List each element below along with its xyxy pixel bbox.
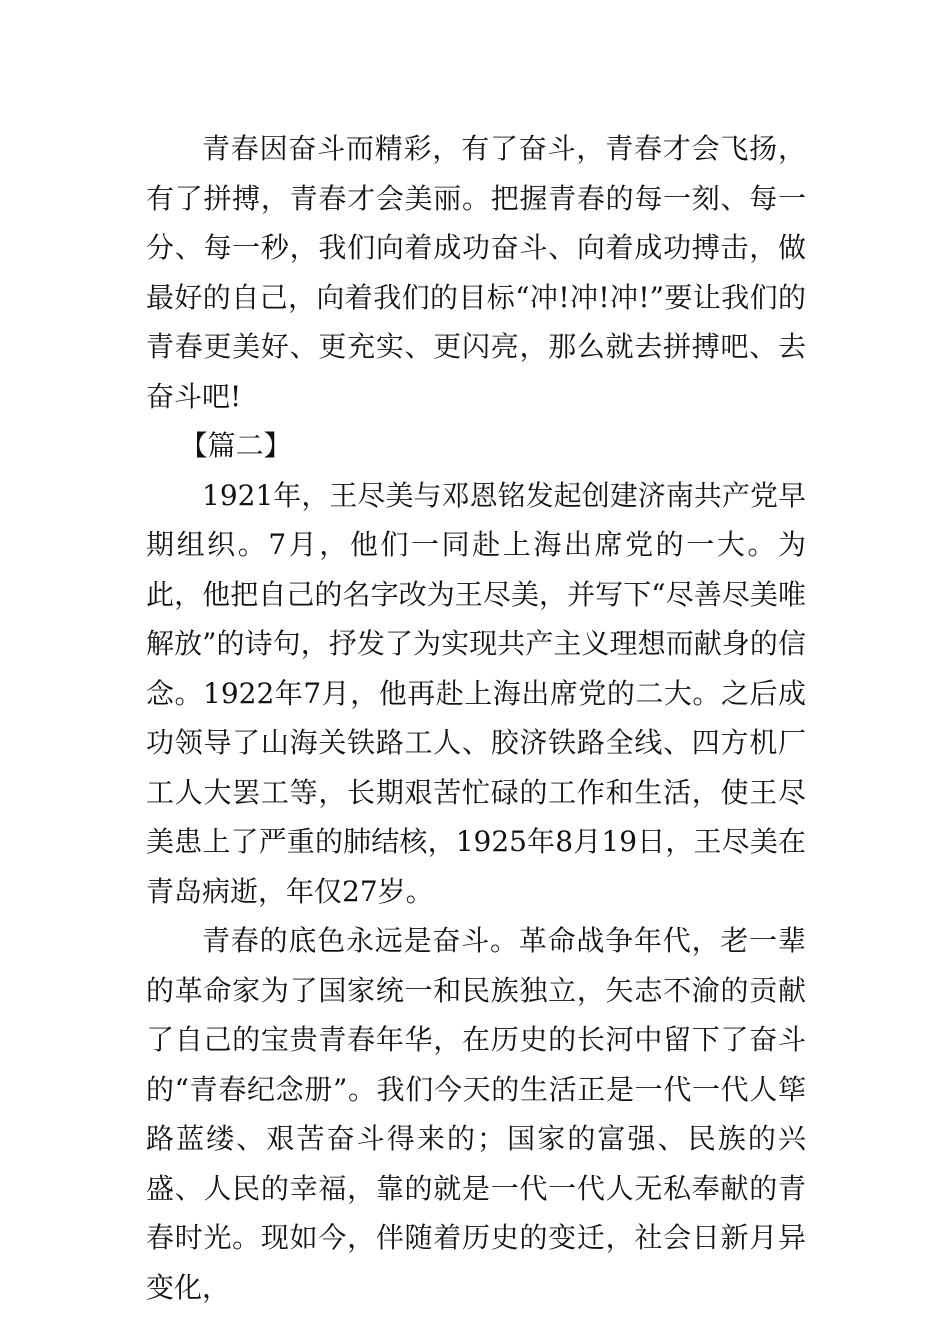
section-heading: 【篇二】 [179, 429, 292, 462]
paragraph-3: 青春的底色永远是奋斗。革命战争年代，老一辈的革命家为了国家统一和民族独立，矢志不渝的贡献了自己的宝贵青春年华，在历史的长河中留下了奋斗的“青春纪念册”。我们今天的生活正是一代一代人筚路蓝缕、艰苦奋斗得来的；国家的富强、民族的兴盛、人民的幸福，靠的就是一代一代人无私奉献的青春时光。现如今，伴随着历史的变迁，社会日新月异变化， [146, 924, 806, 1304]
paragraph-2: 1921年，王尽美与邓恩铭发起创建济南共产党早期组织。7月，他们一同赴上海出席党的一大。为此，他把自己的名字改为王尽美，并写下“尽善尽美唯解放”的诗句，抒发了为实现共产主义理想而献身的信念。1922年7月，他再赴上海出席党的二大。之后成功领导了山海关铁路工人、胶济铁路全线、四方机厂工人大罢工等，长期艰苦忙碌的工作和生活，使王尽美患上了严重的肺结核，1925年8月19日，王尽美在青岛病逝，年仅27岁。 [146, 478, 806, 908]
document-page [146, 124, 806, 1312]
paragraph-1: 青春因奋斗而精彩，有了奋斗，青春才会飞扬，有了拼搏，青春才会美丽。把握青春的每一刻、每一分、每一秒，我们向着成功奋斗、向着成功搏击，做最好的自己，向着我们的目标“冲!冲!冲!”要让我们的青春更美好、更充实、更闪亮，那么就去拼搏吧、去奋斗吧! [146, 132, 806, 413]
